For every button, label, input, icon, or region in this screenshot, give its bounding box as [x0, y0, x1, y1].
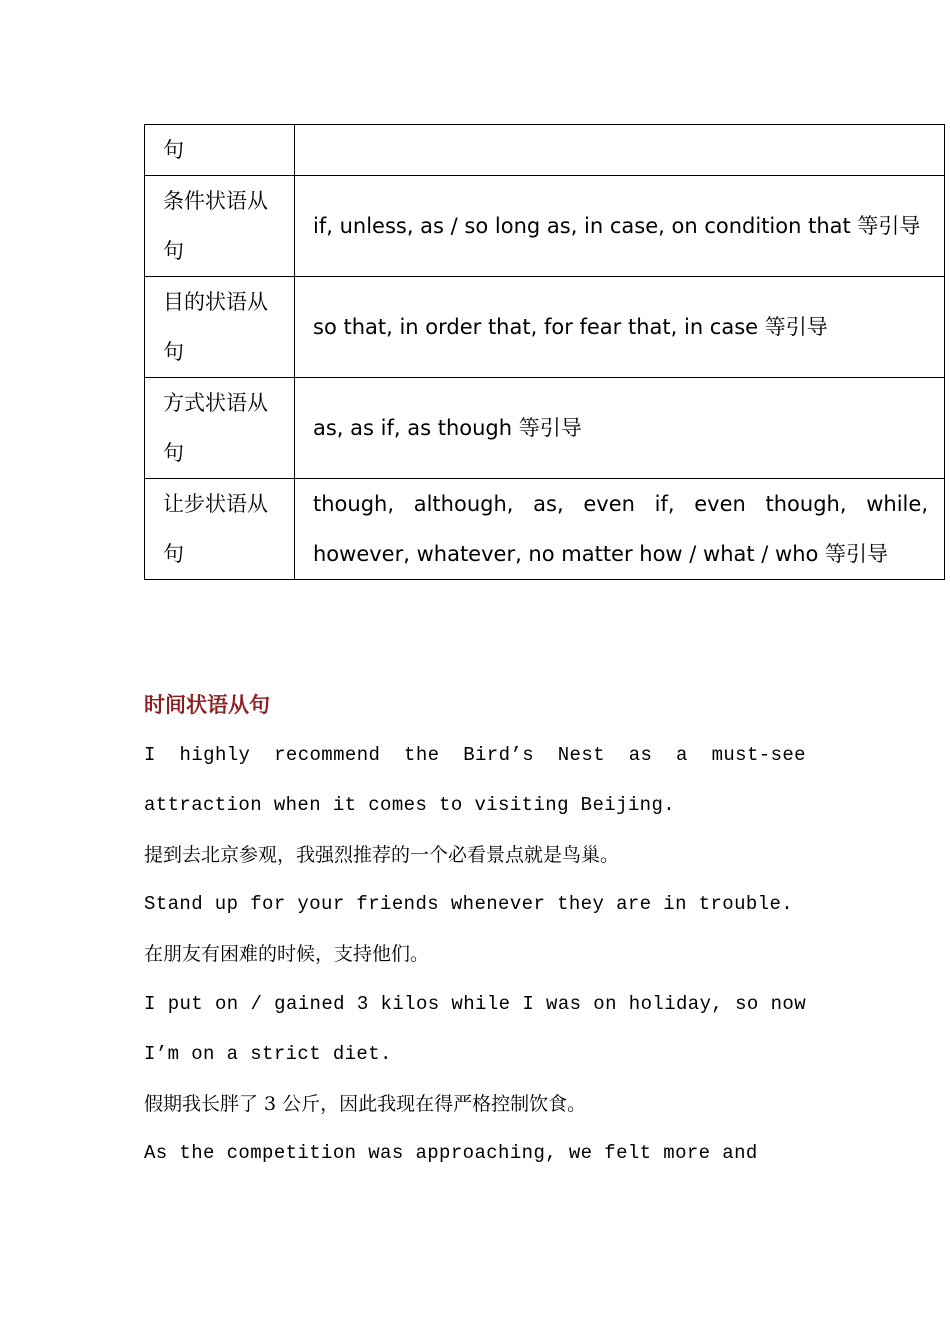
conjunctions-cell: as, as if, as though 等引导 — [295, 378, 945, 479]
clause-type-cell: 条件状语从句 — [145, 176, 295, 277]
section-heading: 时间状语从句 — [144, 692, 270, 717]
table-row — [145, 378, 945, 479]
example-english: I highly recommend the Bird’s Nest as a must-see attraction when it comes to visiting Beijing. — [144, 744, 806, 816]
example-sentences — [144, 731, 806, 1179]
clause-type-cell: 让步状语从句 — [145, 479, 295, 580]
example-chinese: 在朋友有困难的时候，支持他们。 — [144, 943, 430, 966]
clause-type-cell: 句 — [145, 125, 295, 176]
table-row — [145, 479, 945, 580]
example-english: As the competition was approaching, we felt more and — [144, 1142, 758, 1165]
conjunctions-cell: so that, in order that, for fear that, in case 等引导 — [295, 277, 945, 378]
example-english: Stand up for your friends whenever they are in trouble. — [144, 893, 794, 916]
table-row — [145, 277, 945, 378]
example-english: I put on / gained 3 kilos while I was on holiday, so now I’m on a strict diet. — [144, 992, 806, 1065]
conjunctions-cell — [295, 125, 945, 176]
clause-type-cell: 目的状语从句 — [145, 277, 295, 378]
conjunctions-cell: though, although, as, even if, even though, while, however, whatever, no matter how / what / who 等引导 — [295, 479, 945, 580]
table-row — [145, 176, 945, 277]
clause-type-cell: 方式状语从句 — [145, 378, 295, 479]
adverbial-clause-table — [144, 124, 945, 580]
table-row — [145, 125, 945, 176]
example-chinese: 假期我长胖了 3 公斤，因此我现在得严格控制饮食。 — [144, 1092, 587, 1115]
conjunctions-cell: if, unless, as / so long as, in case, on condition that 等引导 — [295, 176, 945, 277]
example-chinese: 提到去北京参观，我强烈推荐的一个必看景点就是鸟巢。 — [144, 843, 620, 866]
